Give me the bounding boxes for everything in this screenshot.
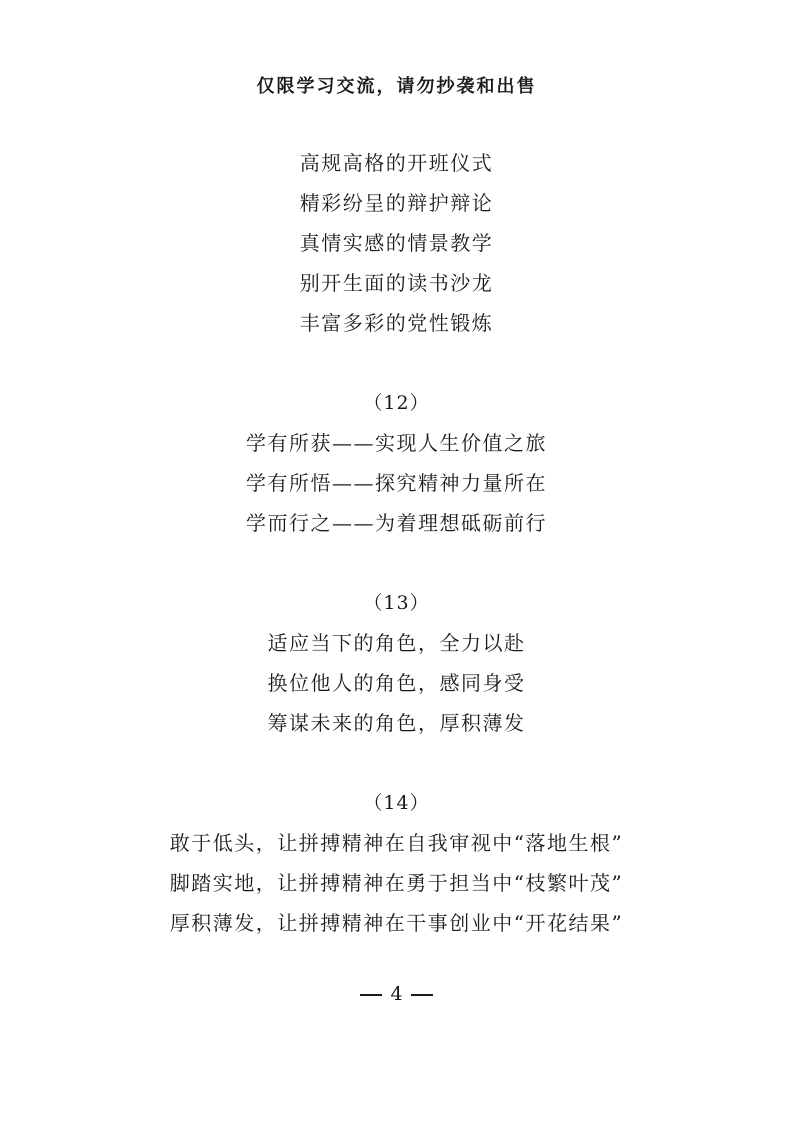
list-item: 学有所悟——探究精神力量所在 bbox=[246, 471, 547, 495]
list-item: 适应当下的角色，全力以赴 bbox=[267, 631, 526, 655]
page-header-notice: 仅限学习交流，请勿抄袭和出售 bbox=[256, 76, 537, 97]
list-item: 精彩纷呈的辩护辩论 bbox=[299, 191, 494, 215]
list-item: 筹谋未来的角色，厚积薄发 bbox=[267, 711, 526, 735]
section-13 bbox=[0, 583, 793, 743]
section-number: （13） bbox=[363, 592, 430, 614]
list-item: 厚积薄发，让拼搏精神在干事创业中“开花结果” bbox=[169, 911, 624, 935]
dash-icon bbox=[360, 994, 382, 996]
list-item: 换位他人的角色，感同身受 bbox=[267, 671, 526, 695]
list-item: 学有所获——实现人生价值之旅 bbox=[246, 431, 547, 455]
section-number: （14） bbox=[363, 792, 430, 814]
section-12 bbox=[0, 383, 793, 543]
list-item: 别开生面的读书沙龙 bbox=[299, 271, 494, 295]
page-number: 4 bbox=[390, 983, 403, 1005]
list-item: 敢于低头，让拼搏精神在自我审视中“落地生根” bbox=[169, 831, 624, 855]
page-footer bbox=[0, 980, 793, 1008]
list-item: 丰富多彩的党性锻炼 bbox=[299, 311, 494, 335]
list-item: 脚踏实地，让拼搏精神在勇于担当中“枝繁叶茂” bbox=[169, 871, 624, 895]
list-item: 高规高格的开班仪式 bbox=[299, 151, 494, 175]
section-number: （12） bbox=[363, 392, 430, 414]
section-14 bbox=[0, 783, 793, 943]
dash-icon bbox=[411, 994, 433, 996]
list-item: 学而行之——为着理想砥砺前行 bbox=[246, 511, 547, 535]
list-item: 真情实感的情景教学 bbox=[299, 231, 494, 255]
section-11 bbox=[0, 143, 793, 343]
